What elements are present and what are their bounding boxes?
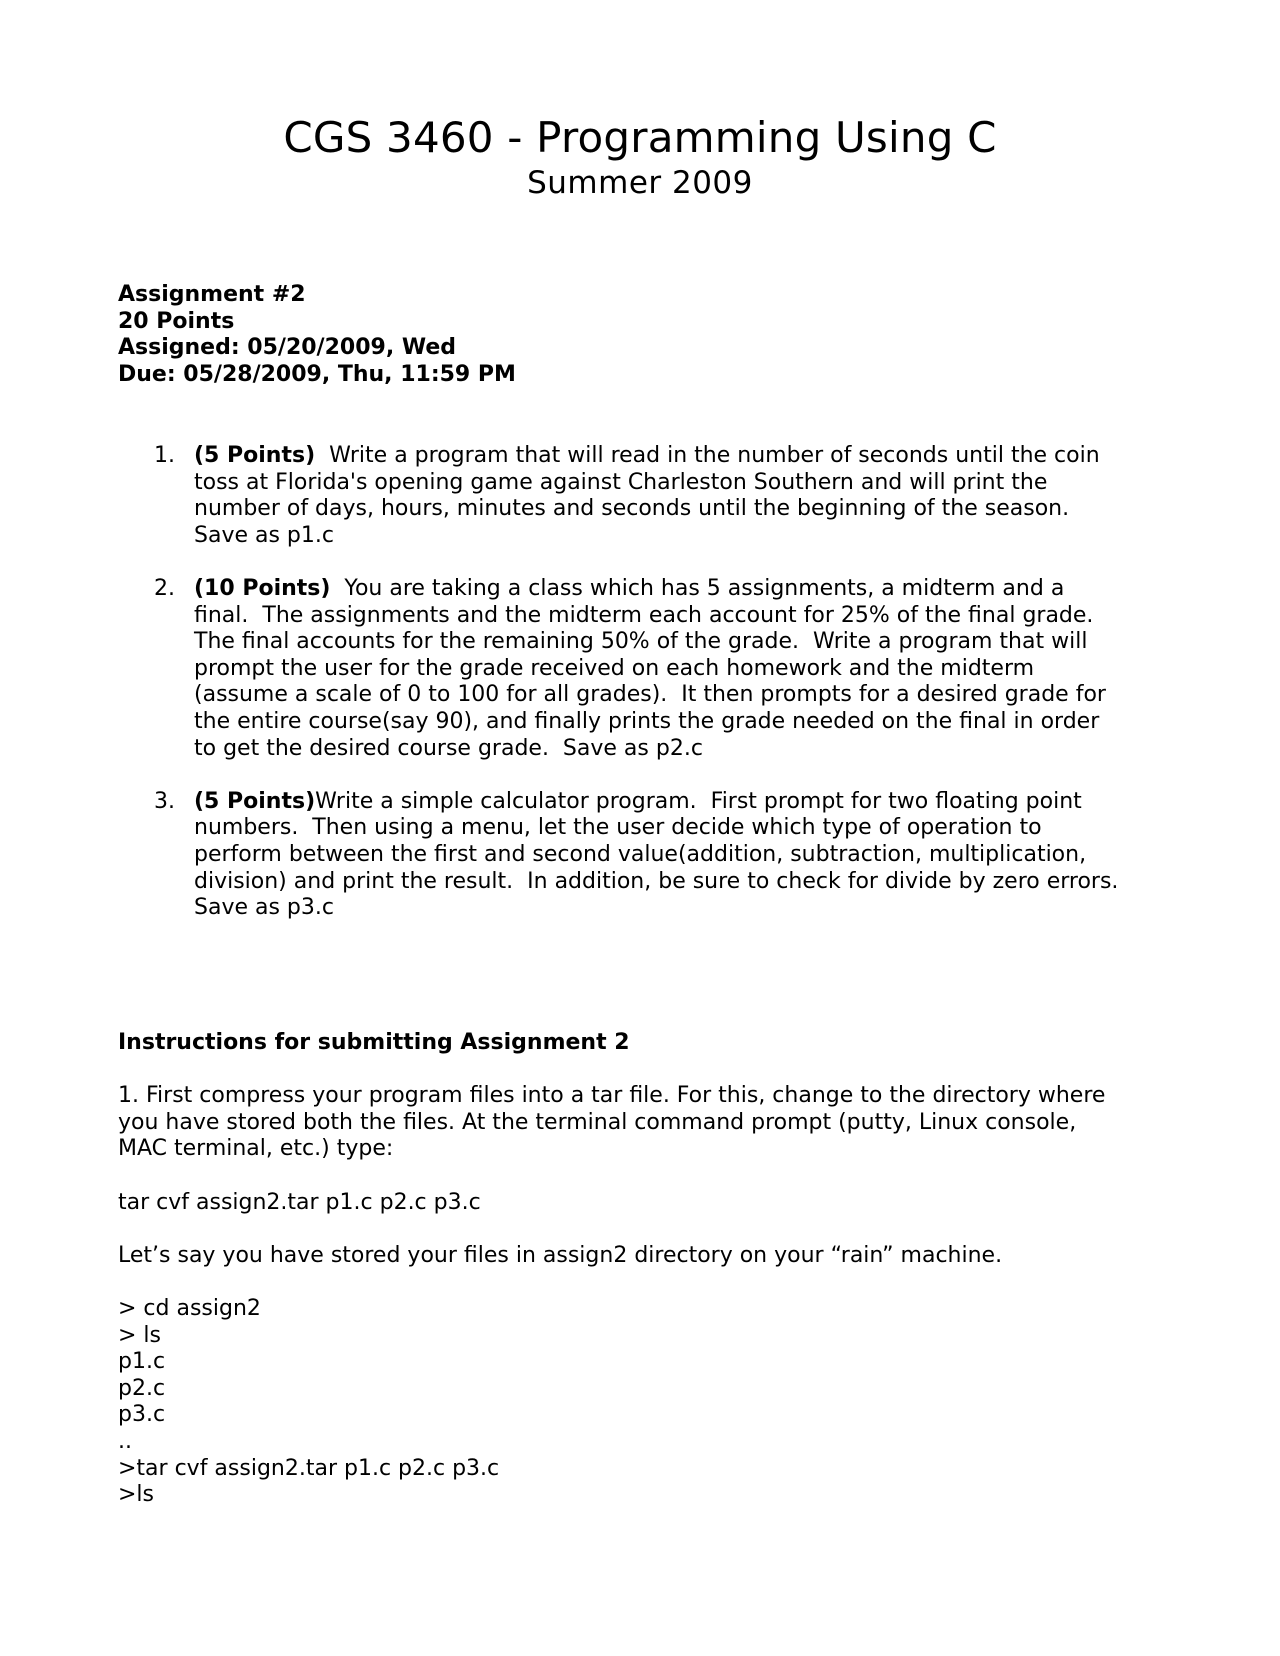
problem-item [118, 789, 1178, 922]
example-intro: Let’s say you have stored your files in assign2 directory on your “rain” machine. [118, 1242, 1003, 1268]
page-subtitle: Summer 2009 [527, 165, 753, 201]
problem-line: toss at Florida's opening game against Charleston Southern and will print the [194, 469, 1048, 495]
problem-line: Save as p3.c [194, 895, 334, 921]
problem-points: (5 Points) [194, 788, 316, 814]
assignment-points: 20 Points [118, 308, 235, 334]
problem-list [118, 443, 1178, 948]
session-line: p1.c [118, 1349, 166, 1375]
problem-line: number of days, hours, minutes and seconds until the beginning of the season. [194, 496, 1070, 522]
session-line: > ls [118, 1322, 162, 1348]
submission-instructions [118, 1030, 1198, 1509]
due-date: Due: 05/28/2009, Thu, 11:59 PM [118, 361, 516, 387]
problem-line: division) and print the result. In addition, be sure to check for divide by zero errors. [194, 868, 1119, 894]
problem-line: to get the desired course grade. Save as p2.c [194, 735, 703, 761]
session-line: p2.c [118, 1375, 166, 1401]
problem-number: 3. [154, 788, 175, 814]
problem-line: (5 Points) Write a program that will read in the number of seconds until the coin [194, 443, 1100, 468]
problem-line: numbers. Then using a menu, let the user decide which type of operation to [194, 815, 1042, 841]
assignment-number: Assignment #2 [118, 282, 306, 307]
problem-line: perform between the first and second value(addition, subtraction, multiplication, [194, 841, 1087, 867]
tar-command: tar cvf assign2.tar p1.c p2.c p3.c [118, 1189, 481, 1215]
instructions-heading: Instructions for submitting Assignment 2 [118, 1030, 630, 1055]
problem-line: (assume a scale of 0 to 100 for all grades). It then prompts for a desired grade for [194, 682, 1106, 708]
problem-points: (5 Points) [194, 443, 316, 468]
session-line: .. [118, 1428, 132, 1454]
problem-number: 1. [154, 443, 175, 468]
assigned-date: Assigned: 05/20/2009, Wed [118, 335, 456, 361]
problem-line: (5 Points)Write a simple calculator program. First prompt for two floating point [194, 788, 1082, 814]
problem-number: 2. [154, 575, 175, 601]
instruction-line: MAC terminal, etc.) type: [118, 1136, 394, 1162]
problem-item [118, 576, 1178, 762]
problem-line: final. The assignments and the midterm each account for 25% of the final grade. [194, 602, 1094, 628]
problem-item [118, 443, 1178, 549]
problem-line: (10 Points) You are taking a class which has 5 assignments, a midterm and a [194, 575, 1065, 601]
session-line: >ls [118, 1482, 155, 1508]
assignment-meta [118, 282, 516, 388]
instruction-line: you have stored both the files. At the terminal command prompt (putty, Linux console, [118, 1109, 1077, 1135]
problem-line: prompt the user for the grade received on each homework and the midterm [194, 655, 1035, 681]
instruction-line: 1. First compress your program files into a tar file. For this, change to the directory where [118, 1083, 1106, 1109]
problem-line: The final accounts for the remaining 50% of the grade. Write a program that will [194, 629, 1088, 655]
session-line: p3.c [118, 1402, 166, 1428]
page-title: CGS 3460 - Programming Using C [283, 113, 997, 162]
session-line: > cd assign2 [118, 1295, 261, 1321]
problem-line: the entire course(say 90), and finally prints the grade needed on the final in order [194, 708, 1100, 734]
problem-points: (10 Points) [194, 575, 331, 601]
problem-line: Save as p1.c [194, 522, 334, 548]
session-line: >tar cvf assign2.tar p1.c p2.c p3.c [118, 1455, 500, 1481]
